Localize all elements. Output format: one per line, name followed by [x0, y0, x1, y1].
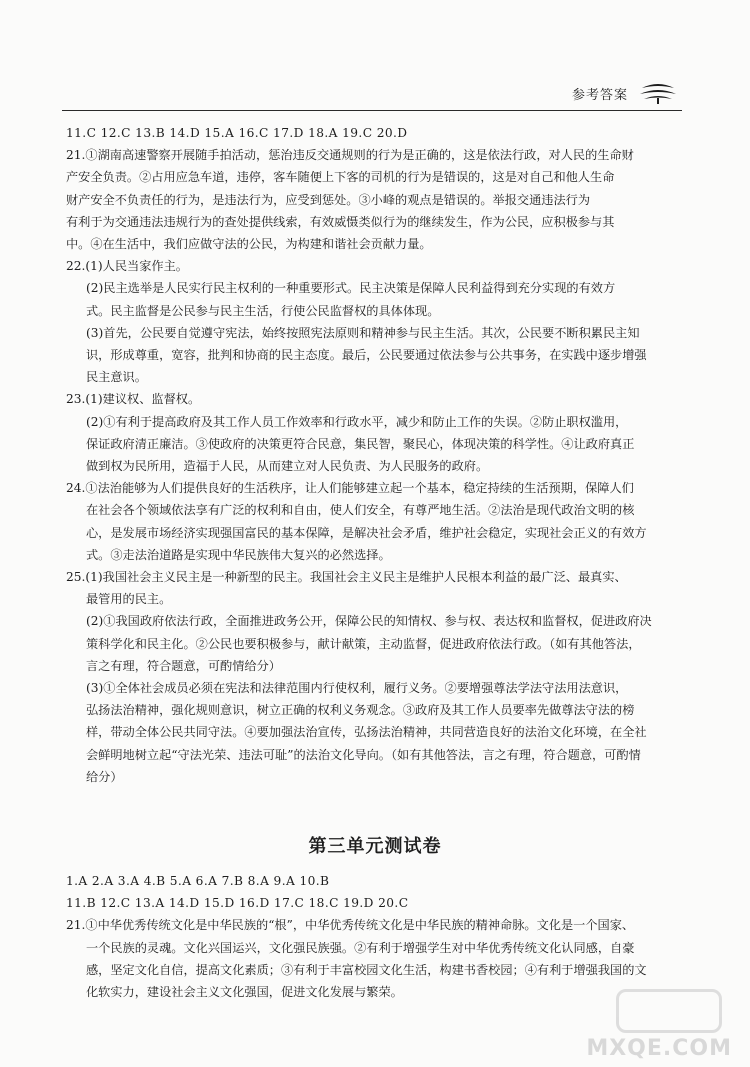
q24-line: 式。③走法治道路是实现中华民族伟大复兴的必然选择。 — [86, 547, 391, 562]
q25-line: 25.(1)我国社会主义民主是一种新型的民主。我国社会主义民主是维护人民根本利益的最广泛、最真实、 — [66, 570, 627, 585]
header-rule — [62, 110, 682, 111]
watermark-text: MXQE.COM — [586, 1036, 732, 1061]
section-title: 第三单元测试卷 — [308, 836, 442, 857]
mc-answers-line-2: 11.B 12.C 13.A 14.D 15.D 16.D 17.C 18.C 19.D 20.C — [66, 896, 409, 911]
q22-line: 22.(1)人民当家作主。 — [66, 259, 188, 274]
page-header — [62, 70, 682, 114]
q23-line: (2)①有利于提高政府及其工作人员工作效率和行政水平，减少和防止工作的失误。②防止职权滥用， — [86, 414, 628, 429]
q25-line: 弘扬法治精神，强化规则意识，树立正确的权利义务观念。③政府及其工作人员要率先做尊法守法的榜 — [86, 703, 635, 718]
q25-line: 言之有理，符合题意，可酌情给分） — [86, 658, 281, 673]
q22-line: (2)民主选举是人民实行民主权利的一种重要形式。民主决策是保障人民利益得到充分实现的有效方 — [86, 281, 616, 296]
q21-line: 中。④在生活中，我们应做守法的公民，为构建和谐社会贡献力量。 — [66, 237, 432, 252]
q23-line: 做到权为民所用，造福于人民，从而建立对人民负责、为人民服务的政府。 — [86, 459, 489, 474]
q23-line: 保证政府清正廉洁。③使政府的决策更符合民意，集民智，聚民心，体现决策的科学性。④让政府真正 — [86, 436, 635, 451]
q24-line: 在社会各个领域依法享有广泛的权利和自由，使人们安全，有尊严地生活。②法治是现代政治文明的核 — [86, 503, 635, 518]
q24-line: 心，是发展市场经济实现强国富民的基本保障，是解决社会矛盾，维护社会稳定，实现社会正义的有效方 — [86, 525, 647, 540]
q23-line: 23.(1)建议权、监督权。 — [66, 392, 201, 407]
header-title: 参考答案 — [571, 88, 628, 103]
q25-line: 最管用的民主。 — [86, 592, 172, 607]
q22-line: 民主意识。 — [86, 370, 147, 385]
q21-line: 产安全负责。②占用应急车道，违停，客车随便上下客的司机的行为是错误的，这是对自己和他人生命 — [66, 170, 615, 185]
q22-line: (3)首先，公民要自觉遵守宪法，始终按照宪法原则和精神参与民主生活。其次，公民要不断积累民主知 — [86, 325, 640, 340]
mc-answers-line-1: 1.A 2.A 3.A 4.B 5.A 6.A 7.B 8.A 9.A 10.B — [66, 874, 330, 888]
q22-line: 式。民主监督是公民参与民主生活，行使公民监督权的具体体现。 — [86, 303, 440, 318]
unit3-q21-line: 感，坚定文化自信，提高文化素质；③有利于丰富校园文化生活，构建书香校园；④有利于增强我国的文 — [86, 962, 647, 977]
q22-line: 识，形成尊重，宽容，批判和协商的民主态度。最后，公民要通过依法参与公共事务，在实践中逐步增强 — [86, 348, 647, 363]
q25-line: (3)①全体社会成员必须在宪法和法律范围内行使权利，履行义务。②要增强尊法学法守法用法意识， — [86, 681, 628, 696]
pine-tree-icon — [638, 78, 678, 106]
q21-line: 财产安全不负责任的行为，是违法行为，应受到惩处。③小峰的观点是错误的。举报交通违法行为 — [66, 192, 591, 207]
q25-line: (2)①我国政府依法行政，全面推进政务公开，保障公民的知情权、参与权、表达权和监督权，促进政府决 — [86, 614, 652, 629]
q25-line: 样，带动全体公民共同守法。④要加强法治宣传，弘扬法治精神，共同营造良好的法治文化环境，在全社 — [86, 725, 647, 740]
q25-line: 给分） — [86, 769, 123, 784]
unit3-q21-line: 化软实力，建设社会主义文化强国，促进文化发展与繁荣。 — [86, 985, 403, 1000]
q25-line: 策科学化和民主化。②公民也要积极参与，献计献策，主动监督，促进政府依法行政。（如有其他答法， — [86, 636, 641, 651]
mc-answers-line: 11.C 12.C 13.B 14.D 15.A 16.C 17.D 18.A 19.C 20.D — [66, 126, 408, 140]
q21-line: 有利于为交通违法违规行为的查处提供线索，有效威慑类似行为的继续发生，作为公民，应积极参与其 — [66, 214, 615, 229]
unit3-q21-line: 一个民族的灵魂。文化兴国运兴，文化强民族强。②有利于增强学生对中华优秀传统文化认同感，自豪 — [86, 940, 635, 955]
site-watermark — [582, 989, 732, 1061]
q21-line: 21.①湖南高速警察开展随手拍活动，惩治违反交通规则的行为是正确的，这是依法行政，对人民的生命财 — [66, 148, 634, 163]
unit3-q21-line: 21.①中华优秀传统文化是中华民族的“根”，中华优秀传统文化是中华民族的精神命脉。文化是一个国家、 — [66, 918, 635, 933]
answer-block-top — [66, 122, 676, 788]
watermark-stamp — [616, 989, 722, 1033]
q25-line: 会鲜明地树立起“守法光荣、违法可耻”的法治文化导向。（如有其他答法，言之有理，符合题意，可酌情 — [86, 747, 641, 762]
q24-line: 24.①法治能够为人们提供良好的生活秩序，让人们能够建立起一个基本，稳定持续的生活预期，保障人们 — [66, 481, 634, 496]
answer-block-bottom — [66, 870, 676, 1003]
